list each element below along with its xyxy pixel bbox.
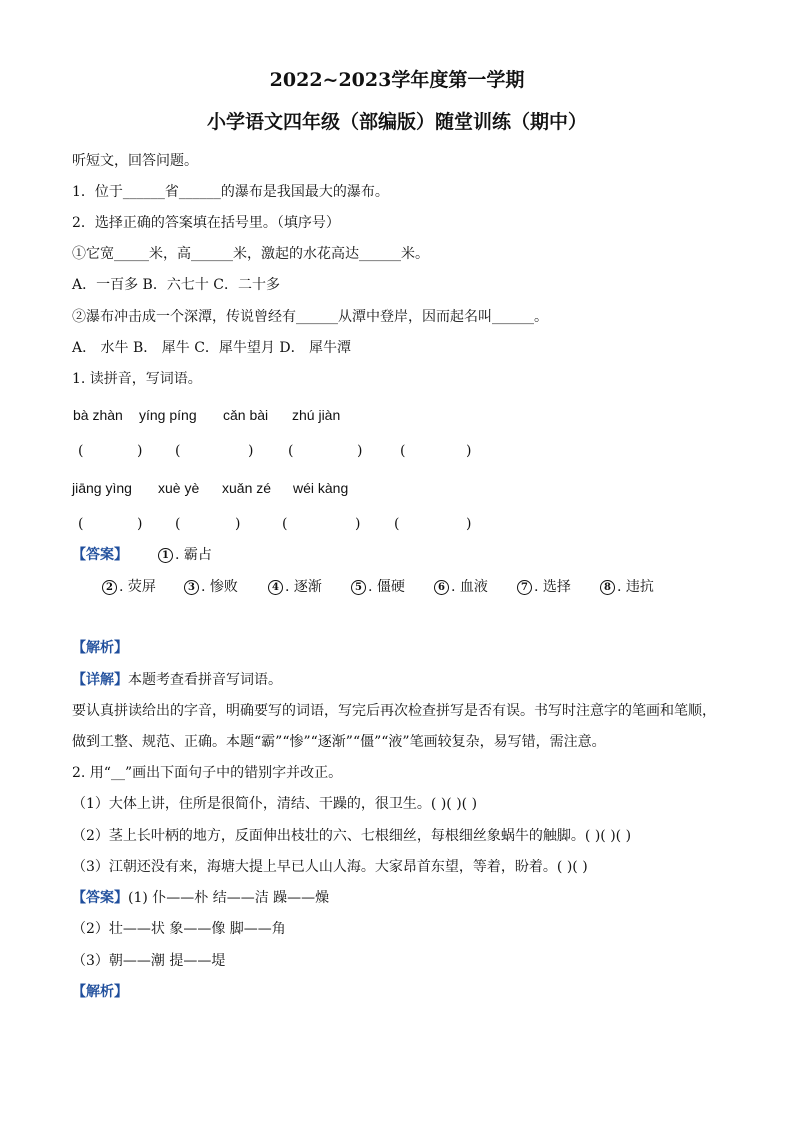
answer-item: 7 . 选择	[517, 577, 571, 597]
paren-open: (	[175, 516, 181, 532]
answer-word: 选择	[542, 579, 571, 595]
answer-word: 逐渐	[293, 579, 322, 595]
page-title: 2022~2023学年度第一学期	[269, 69, 525, 91]
paren-row-1	[0, 441, 794, 461]
paren-open: (	[288, 443, 294, 459]
paren-close: )	[355, 516, 361, 532]
circled-number: 8	[600, 580, 615, 595]
paren-open: (	[400, 443, 406, 459]
answer-tag: 【答案】	[72, 547, 128, 563]
paren-close: )	[466, 516, 472, 532]
typo-answer-line-1	[72, 888, 329, 908]
paren-close: )	[137, 443, 143, 459]
answer-word: 霸占	[183, 547, 212, 563]
answer-item: 4 . 逐渐	[268, 577, 322, 597]
answer-item: 3 . 惨败	[184, 577, 238, 597]
answer-word: 僵硬	[376, 579, 405, 595]
typo-answer-2: （2）壮——状 象——像 脚——角	[72, 921, 286, 937]
pinyin-row-1	[0, 405, 794, 425]
question-2a-options: A．一百多 B．六七十 C．二十多	[72, 277, 281, 293]
typo-answer-1: (1) 仆——朴 结——洁 躁——燥	[128, 890, 330, 906]
circled-number: 5	[351, 580, 366, 595]
circled-number: 2	[102, 580, 117, 595]
answer-item: 1 . 霸占	[158, 545, 212, 565]
pinyin-word: bà zhàn	[73, 407, 123, 423]
typo-analysis-tag: 【解析】	[72, 984, 128, 1000]
explain-line-2: 做到工整、规范、正确。本题“霸”“惨”“逐渐”“僵”“液”笔画较复杂，易写错，需注意。	[72, 734, 606, 750]
question-2: 2．选择正确的答案填在括号里。（填序号）	[72, 215, 340, 231]
answer-item: 5 . 僵硬	[351, 577, 405, 597]
paren-open: (	[282, 516, 288, 532]
paren-close: )	[235, 516, 241, 532]
answer-item: 2 . 荧屏	[102, 577, 156, 597]
circled-number: 1	[158, 548, 173, 563]
typo-sentence-2: （2）茎上长叶柄的地方，反面伸出枝壮的六、七根细丝，每根细丝象蜗牛的触脚。( )( )( )	[72, 828, 632, 844]
paren-close: )	[137, 516, 143, 532]
pinyin-row-2	[0, 478, 794, 498]
typo-heading: 2. 用“__”画出下面句子中的错别字并改正。	[72, 765, 343, 781]
paren-open: (	[78, 516, 84, 532]
question-1: 1．位于______省______的瀑布是我国最大的瀑布。	[72, 184, 389, 200]
detail-tag: 【详解】	[72, 672, 128, 688]
pinyin-word: jiāng yìng	[72, 480, 132, 496]
paren-open: (	[175, 443, 181, 459]
circled-number: 4	[268, 580, 283, 595]
pinyin-word: xuǎn zé	[222, 480, 272, 496]
typo-sentence-1: （1）大体上讲，住所是很简仆，清结、干躁的，很卫生。( )( )( )	[72, 796, 478, 812]
detail-text: 本题考查看拼音写词语。	[128, 672, 282, 688]
answer-row-1	[0, 545, 794, 567]
paren-close: )	[357, 443, 363, 459]
answer-word: 血液	[459, 579, 488, 595]
pinyin-word: zhú jiàn	[292, 407, 341, 423]
typo-sentence-3: （3）江朝还没有来，海塘大提上早已人山人海。大家昂首东望，等着，盼着。( )( )	[72, 859, 588, 875]
circled-number: 3	[184, 580, 199, 595]
answer-word: 荧屏	[127, 579, 156, 595]
paren-open: (	[394, 516, 400, 532]
explain-line-1: 要认真拼读给出的字音，明确要写的词语，写完后再次检查拼写是否有误。书写时注意字的笔画和笔顺，	[72, 703, 716, 719]
listen-intro: 听短文，回答问题。	[72, 153, 198, 169]
paren-close: )	[466, 443, 472, 459]
paren-open: (	[78, 443, 84, 459]
question-2b: ②瀑布冲击成一个深潭，传说曾经有______从潭中登岸，因而起名叫______。	[72, 309, 548, 325]
question-2a: ①它宽_____米，高______米，激起的水花高达______米。	[72, 246, 429, 262]
pinyin-word: yíng píng	[139, 407, 197, 423]
answer-word: 违抗	[625, 579, 654, 595]
pinyin-word: wéi kàng	[293, 480, 349, 496]
paren-close: )	[248, 443, 254, 459]
circled-number: 6	[434, 580, 449, 595]
pinyin-word: cǎn bài	[223, 407, 269, 423]
answer-item: 6 . 血液	[434, 577, 488, 597]
page-subtitle: 小学语文四年级（部编版）随堂训练（期中）	[206, 111, 587, 133]
answer-tag: 【答案】	[72, 890, 128, 906]
answer-word: 惨败	[209, 579, 238, 595]
detail-line	[72, 670, 282, 690]
paren-row-2	[0, 514, 794, 534]
answer-row-2	[0, 577, 794, 599]
question-2b-options: A． 水牛 B． 犀牛 C．犀牛望月 D． 犀牛潭	[72, 340, 352, 356]
pinyin-word: xuè yè	[158, 480, 200, 496]
typo-answer-3: （3）朝——潮 提——堤	[72, 953, 226, 969]
answer-item: 8 . 违抗	[600, 577, 654, 597]
analysis-tag: 【解析】	[72, 640, 128, 656]
pinyin-heading: 1. 读拼音，写词语。	[72, 371, 202, 387]
circled-number: 7	[517, 580, 532, 595]
